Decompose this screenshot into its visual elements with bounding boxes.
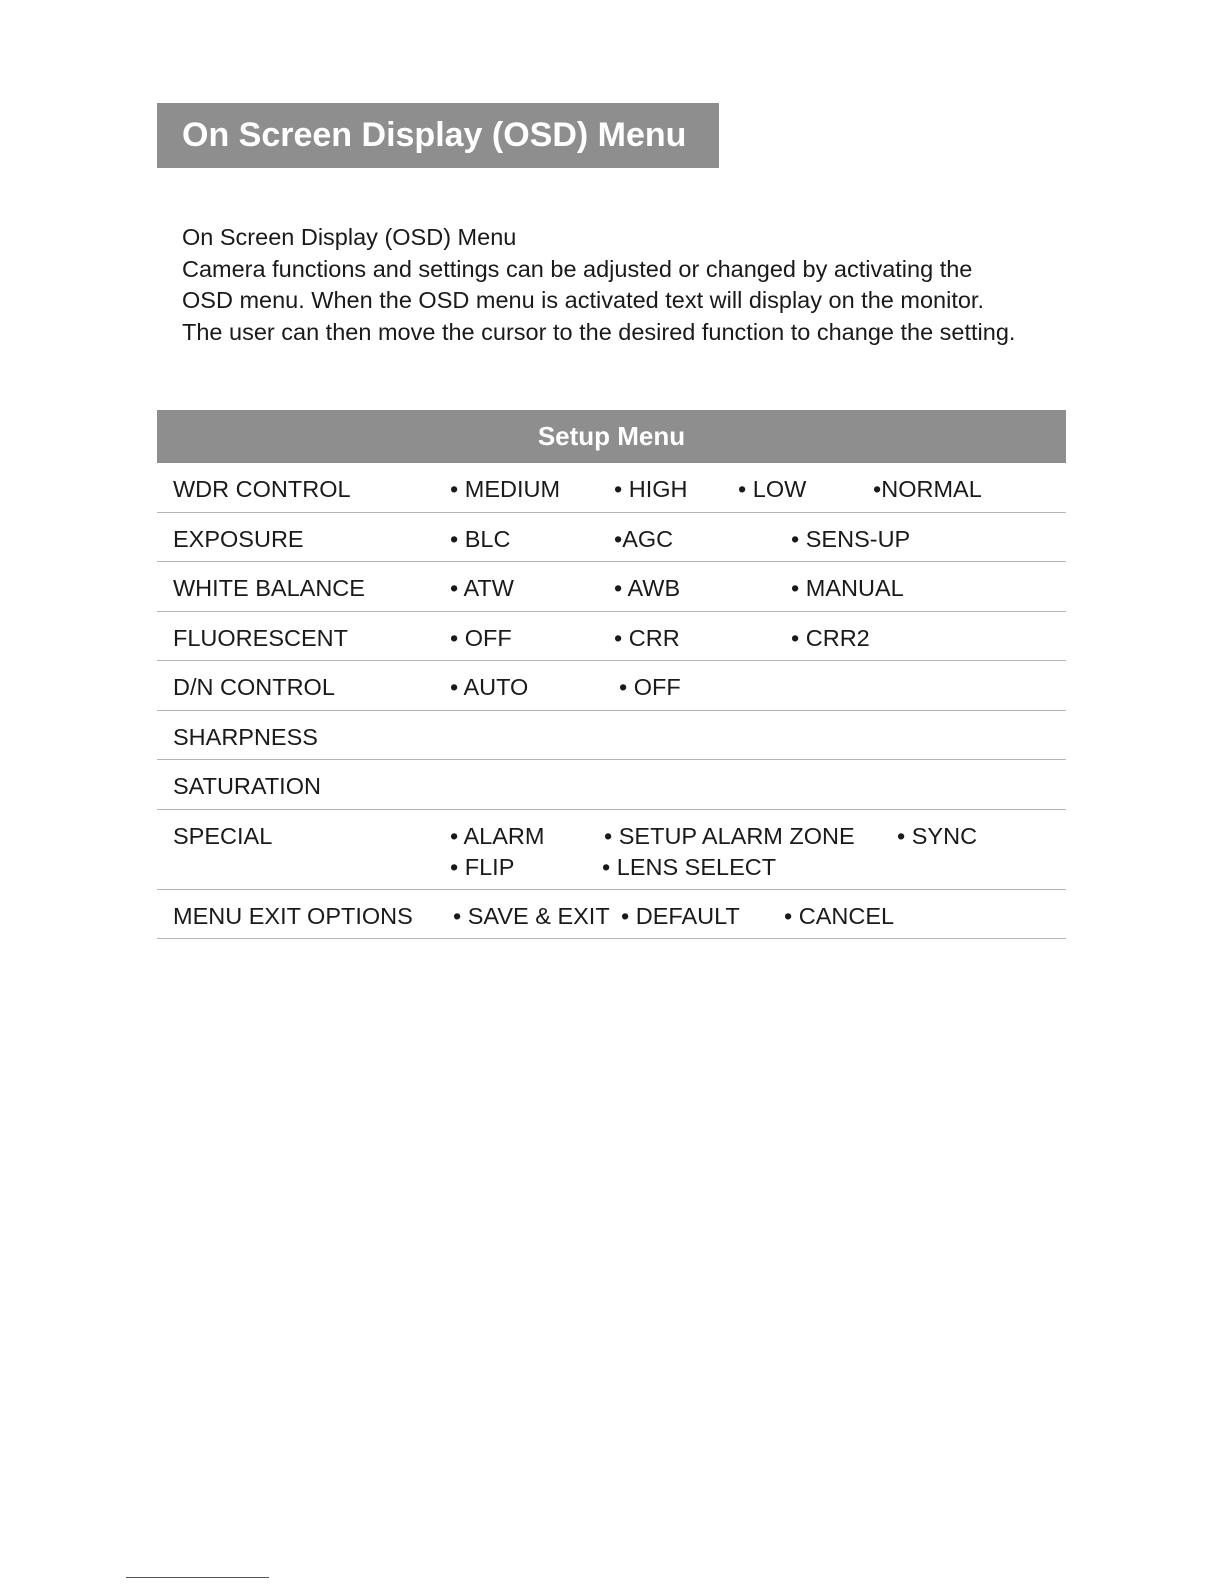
row-label: D/N CONTROL [173, 674, 335, 700]
intro-line: OSD menu. When the OSD menu is activated text will display on the monitor. [182, 287, 984, 313]
option-low: • LOW [738, 476, 807, 502]
option-sens-up: • SENS-UP [791, 525, 911, 552]
row-label: MENU EXIT OPTIONS [173, 902, 413, 929]
menu-row-white-balance [157, 562, 1066, 612]
option-atw: • ATW [450, 575, 514, 601]
option-flip: • FLIP [450, 853, 515, 880]
option-blc: • BLC [450, 525, 511, 552]
menu-row-sharpness [157, 711, 1066, 761]
menu-row-exposure [157, 513, 1066, 563]
option-normal: •NORMAL [873, 476, 982, 502]
row-label: SHARPNESS [173, 723, 318, 750]
option-save-exit: • SAVE & EXIT [453, 902, 610, 929]
option-cancel: • CANCEL [784, 902, 895, 929]
option-auto: • AUTO [450, 674, 529, 700]
option-default: • DEFAULT [621, 902, 740, 929]
page-title: On Screen Display (OSD) Menu [157, 103, 719, 168]
footer-rule [126, 1577, 269, 1578]
setup-menu-table [157, 410, 1066, 939]
option-crr: • CRR [614, 624, 680, 651]
row-label: WDR CONTROL [173, 476, 351, 502]
row-label: EXPOSURE [173, 525, 304, 552]
option-high: • HIGH [614, 476, 688, 502]
setup-menu-header: Setup Menu [157, 410, 1066, 463]
option-awb: • AWB [614, 575, 681, 601]
intro-paragraph [182, 222, 1082, 348]
row-label: SATURATION [173, 773, 321, 799]
option-crr2: • CRR2 [791, 624, 870, 651]
row-label: WHITE BALANCE [173, 575, 365, 601]
row-label: FLUORESCENT [173, 624, 348, 651]
menu-row-saturation [157, 760, 1066, 810]
row-label: SPECIAL [173, 822, 273, 849]
menu-row-special [157, 810, 1066, 890]
menu-row-menu-exit-options [157, 890, 1066, 940]
intro-line: On Screen Display (OSD) Menu [182, 224, 517, 250]
menu-row-wdr-control [157, 463, 1066, 513]
option-off: • OFF [619, 674, 681, 700]
intro-line: The user can then move the cursor to the desired function to change the setting. [182, 318, 1016, 345]
intro-line: Camera functions and settings can be adjusted or changed by activating the [182, 255, 973, 282]
option-agc: •AGC [614, 525, 674, 552]
option-sync: • SYNC [897, 822, 978, 849]
option-alarm: • ALARM [450, 822, 545, 849]
option-medium: • MEDIUM [450, 476, 561, 502]
menu-row-dn-control [157, 661, 1066, 711]
option-manual: • MANUAL [791, 575, 904, 601]
option-lens-select: • LENS SELECT [602, 853, 777, 880]
option-setup-alarm-zone: • SETUP ALARM ZONE [604, 822, 855, 849]
menu-row-fluorescent [157, 612, 1066, 662]
option-off: • OFF [450, 624, 512, 651]
